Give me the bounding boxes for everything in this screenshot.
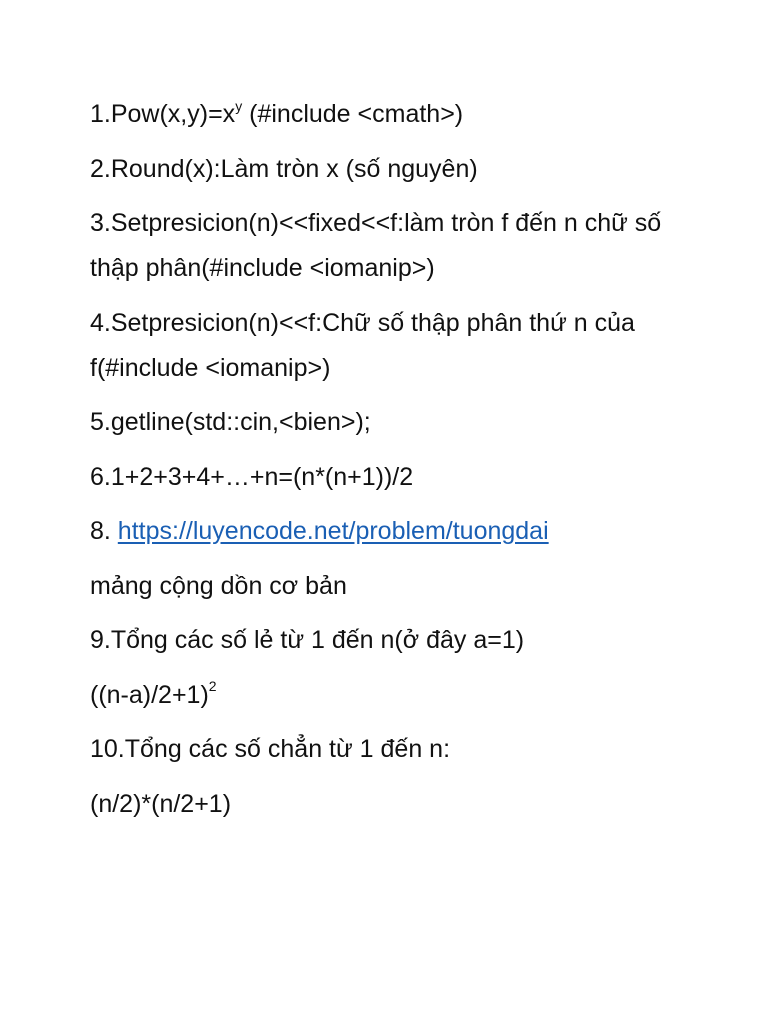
prefix-sum-line: mảng cộng dồn cơ bản xyxy=(90,571,347,600)
round-line: 2.Round(x):Làm tròn x (số nguyên) xyxy=(90,154,478,183)
pow-superscript: y xyxy=(235,97,243,114)
even-sum-formula-line: (n/2)*(n/2+1) xyxy=(90,789,232,818)
pow-text: 1.Pow(x,y)=x xyxy=(90,100,236,128)
getline-line: 5.getline(std::cin,<bien>); xyxy=(90,408,371,436)
setprecision-fixed-line: 3.Setpresicion(n)<<fixed<<f:làm tròn f đến n chữ số thập phân(#include <iomanip>) xyxy=(90,209,662,282)
setprecision-line: 4.Setpresicion(n)<<f:Chữ số thập phân thứ n của f(#include <iomanip>) xyxy=(90,308,635,382)
even-sum-title-line: 10.Tổng các số chẳn từ 1 đến n: xyxy=(90,735,451,763)
problem-link[interactable]: https://luyencode.net/problem/tuongdai xyxy=(117,517,549,545)
odd-sum-superscript: 2 xyxy=(208,678,217,695)
link-line xyxy=(90,509,690,554)
odd-sum-title-line: 9.Tổng các số lẻ từ 1 đến n(ở đây a=1) xyxy=(90,626,525,654)
odd-sum-formula-line xyxy=(90,673,690,718)
pow-include: (#include <cmath>) xyxy=(242,100,464,128)
document-page xyxy=(90,92,690,836)
sum-formula-line: 6.1+2+3+4+…+n=(n*(n+1))/2 xyxy=(90,462,414,491)
link-prefix: 8. xyxy=(90,517,118,545)
pow-line xyxy=(90,92,690,137)
odd-sum-formula-text: ((n-a)/2+1) xyxy=(90,680,209,709)
